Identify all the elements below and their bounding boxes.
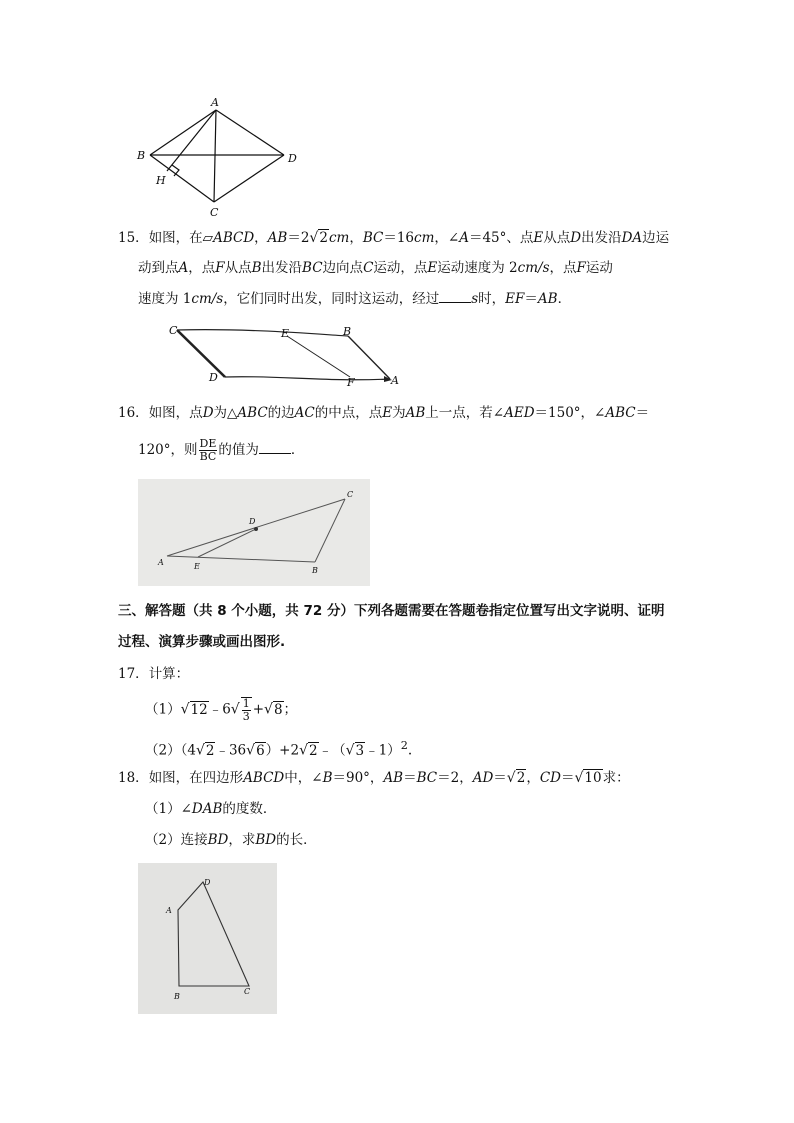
q17-radicand: 8 xyxy=(273,701,283,718)
q15-text: cm/s xyxy=(191,291,224,307)
q15-text: ， xyxy=(349,230,363,246)
q17-radicand: 6 xyxy=(256,742,265,759)
q15-text: ，它们同时出发，同时这运动，经过 xyxy=(223,291,440,307)
q17-part1 xyxy=(145,697,297,723)
q18-text: 的度数． xyxy=(222,801,277,817)
q15-text: BC xyxy=(302,260,323,276)
q15-text: 速度为 1 xyxy=(138,291,192,307)
q15-text: ，点 xyxy=(549,260,577,276)
q15-line2 xyxy=(138,258,613,278)
q15-text: ABCD xyxy=(213,230,255,246)
q15-text: cm/s xyxy=(517,260,550,276)
q17-number: 17． xyxy=(118,666,149,682)
label-B: B xyxy=(343,325,352,338)
q17-text: . xyxy=(407,742,413,759)
q18-text: CD xyxy=(539,770,561,786)
q18-text: BD xyxy=(207,832,229,848)
label-A: A xyxy=(158,558,164,567)
q17-text: ﹣36 xyxy=(215,742,247,759)
q17-text: 计算： xyxy=(148,666,190,682)
q16-text: ． xyxy=(290,442,305,458)
q15-text: ，∠ xyxy=(434,230,460,246)
q15-text: 如图，在▱ xyxy=(148,230,214,246)
q15-line3 xyxy=(138,289,571,309)
q15-radicand: 2 xyxy=(319,230,328,246)
sqrt-sign: √ xyxy=(230,701,240,718)
q17-radicand: 12 xyxy=(190,701,208,718)
q15-text: C xyxy=(363,260,374,276)
q15-text: 动到点 xyxy=(138,260,179,276)
label-D: D xyxy=(288,152,297,165)
sqrt-sign: √ xyxy=(309,230,319,246)
q15-text: EF xyxy=(505,291,525,307)
midpoint-dot xyxy=(254,527,258,531)
q16-text: 为 xyxy=(392,405,406,421)
q15-text: F xyxy=(576,260,586,276)
fraction-one-third xyxy=(241,697,252,723)
fraction-numerator: 1 xyxy=(242,697,250,710)
q17-text: ）+2 xyxy=(265,742,300,759)
q15-text: ＝45°、点 xyxy=(468,230,534,246)
q17-text: ﹣6 xyxy=(208,701,231,718)
sqrt-sign: √ xyxy=(299,742,308,759)
q15-text: 出发沿 xyxy=(261,260,303,276)
label-B: B xyxy=(174,992,180,1001)
q16-line1 xyxy=(118,403,649,423)
q18-text: ＝ xyxy=(493,770,507,786)
sqrt-sign: √ xyxy=(180,701,190,718)
q18-part1 xyxy=(145,799,276,819)
q16-text: ＝ xyxy=(635,405,650,421)
q17-part2 xyxy=(145,736,412,761)
q16-text: 的边 xyxy=(267,405,295,421)
q18-text: ＝2， xyxy=(437,770,473,786)
q18-text: DAB xyxy=(191,801,223,817)
sqrt-sign: √ xyxy=(264,701,273,718)
q18-text: B xyxy=(322,770,333,786)
q16-number: 16． xyxy=(118,405,149,421)
q18-text: 中，∠ xyxy=(284,770,323,786)
label-D: D xyxy=(249,517,256,526)
q18-text: BD xyxy=(255,832,277,848)
q18-radicand: 2 xyxy=(516,770,526,786)
q18-text: AD xyxy=(472,770,494,786)
sqrt-sign: √ xyxy=(345,742,355,759)
q15-text: 边运 xyxy=(642,230,670,246)
q18-text: ABCD xyxy=(243,770,285,786)
label-H: H xyxy=(156,174,166,187)
q17-exponent: 2 xyxy=(400,739,408,752)
q15-text: A xyxy=(178,260,189,276)
q15-text: ＝ xyxy=(524,291,538,307)
parallelogram-figure xyxy=(165,322,400,388)
q18-text: ，求 xyxy=(228,832,256,848)
q17-text: （2）（4 xyxy=(145,742,196,759)
label-B: B xyxy=(137,149,146,162)
q15-text: 从点 xyxy=(543,230,571,246)
q16-text: 为△ xyxy=(213,405,238,421)
label-C: C xyxy=(169,324,178,337)
q18-text: 求： xyxy=(602,770,630,786)
quadrilateral-figure xyxy=(138,863,277,1014)
q17-text: ； xyxy=(283,701,298,718)
q15-text: 边向点 xyxy=(322,260,364,276)
q16-text: AED xyxy=(504,405,535,421)
q15-text: ． xyxy=(557,291,572,307)
q15-text: ， xyxy=(254,230,268,246)
q15-text: cm xyxy=(328,230,350,246)
q18-line1 xyxy=(118,768,630,788)
q15-text: ，点 xyxy=(188,260,216,276)
q17-text: ﹣1） xyxy=(365,742,401,759)
q18-text: 的长． xyxy=(276,832,317,848)
q16-text: 的值为 xyxy=(218,442,259,458)
fraction-numerator: DE xyxy=(199,437,217,450)
q15-text: 运动速度为 2 xyxy=(437,260,518,276)
label-C: C xyxy=(244,987,251,996)
sqrt-sign: √ xyxy=(574,770,584,786)
label-E: E xyxy=(194,562,200,571)
q16-text: E xyxy=(382,405,393,421)
section3-heading-cont: 过程、演算步骤或画出图形. xyxy=(118,634,286,650)
q15-text: ＝16 xyxy=(383,230,415,246)
q15-text: F xyxy=(215,260,225,276)
answer-blank[interactable] xyxy=(439,290,471,303)
q15-text: 从点 xyxy=(224,260,252,276)
q18-text: （1）∠ xyxy=(145,801,192,817)
q18-text: BC xyxy=(416,770,438,786)
q15-text: BC xyxy=(362,230,384,246)
q17-radicand: 2 xyxy=(308,742,318,759)
q17-title xyxy=(118,664,189,684)
label-B: B xyxy=(312,566,318,575)
label-C: C xyxy=(210,206,219,219)
q18-text: ＝ xyxy=(560,770,575,786)
q16-line2 xyxy=(138,438,304,463)
q15-line1 xyxy=(118,228,669,248)
q15-text: AB xyxy=(267,230,288,246)
q15-text: D xyxy=(570,230,582,246)
q16-text: AB xyxy=(405,405,426,421)
q18-number: 18． xyxy=(118,770,149,786)
label-A: A xyxy=(166,906,172,915)
q15-number: 15． xyxy=(118,230,149,246)
fraction-de-over-bc xyxy=(199,438,218,463)
q18-text: ＝90°， xyxy=(332,770,384,786)
label-D: D xyxy=(204,878,211,887)
q15-text: E xyxy=(427,260,438,276)
q18-text: AB xyxy=(383,770,404,786)
q15-text: 出发沿 xyxy=(581,230,622,246)
q17-text: + xyxy=(252,701,265,718)
q18-text: ， xyxy=(526,770,540,786)
label-A: A xyxy=(391,374,399,387)
q15-text: 时， xyxy=(478,291,506,307)
q18-radicand: 10 xyxy=(584,770,602,786)
q16-text: 上一点，若∠ xyxy=(425,405,505,421)
q15-text: AB xyxy=(537,291,558,307)
q16-text: 120°，则 xyxy=(138,442,198,458)
answer-blank[interactable] xyxy=(259,441,291,454)
q15-text: s xyxy=(471,291,479,307)
q15-text: cm xyxy=(414,230,435,246)
fraction-denominator: 3 xyxy=(242,710,250,723)
label-A: A xyxy=(211,96,219,109)
q16-text: D xyxy=(202,405,214,421)
q16-text: ABC xyxy=(237,405,268,421)
q16-text: AC xyxy=(294,405,315,421)
q15-text: 运动，点 xyxy=(373,260,428,276)
q17-radicand: 2 xyxy=(205,742,215,759)
label-D: D xyxy=(209,371,218,384)
q15-text: 运动 xyxy=(585,260,613,276)
q18-text: （2）连接 xyxy=(145,832,208,848)
label-F: F xyxy=(347,376,355,388)
q17-radicand: 3 xyxy=(355,742,365,759)
label-C: C xyxy=(347,490,354,499)
q16-text: ABC xyxy=(605,405,636,421)
q16-text: 如图，点 xyxy=(148,405,203,421)
q16-text: 的中点，点 xyxy=(314,405,383,421)
triangle-figure xyxy=(138,479,370,586)
q15-text: DA xyxy=(621,230,643,246)
q15-text: B xyxy=(251,260,262,276)
q18-part2 xyxy=(145,830,317,850)
q17-text: ﹣（ xyxy=(318,742,346,759)
rhombus-figure xyxy=(130,92,310,222)
sqrt-sign: √ xyxy=(195,742,205,759)
fraction-denominator: BC xyxy=(199,450,217,463)
section3-heading: 三、解答题（共 8 个小题，共 72 分）下列各题需要在答题卷指定位置写出文字说明、证明 xyxy=(118,603,665,619)
q15-text: E xyxy=(533,230,544,246)
q15-text: A xyxy=(459,230,469,246)
q18-text: ＝ xyxy=(403,770,417,786)
q17-text: （1） xyxy=(145,701,181,718)
q15-text: ＝2 xyxy=(287,230,310,246)
label-E: E xyxy=(281,327,290,340)
sqrt-sign: √ xyxy=(506,770,516,786)
sqrt-sign: √ xyxy=(246,742,256,759)
q18-text: 如图，在四边形 xyxy=(148,770,244,786)
q16-text: ＝150°，∠ xyxy=(534,405,606,421)
